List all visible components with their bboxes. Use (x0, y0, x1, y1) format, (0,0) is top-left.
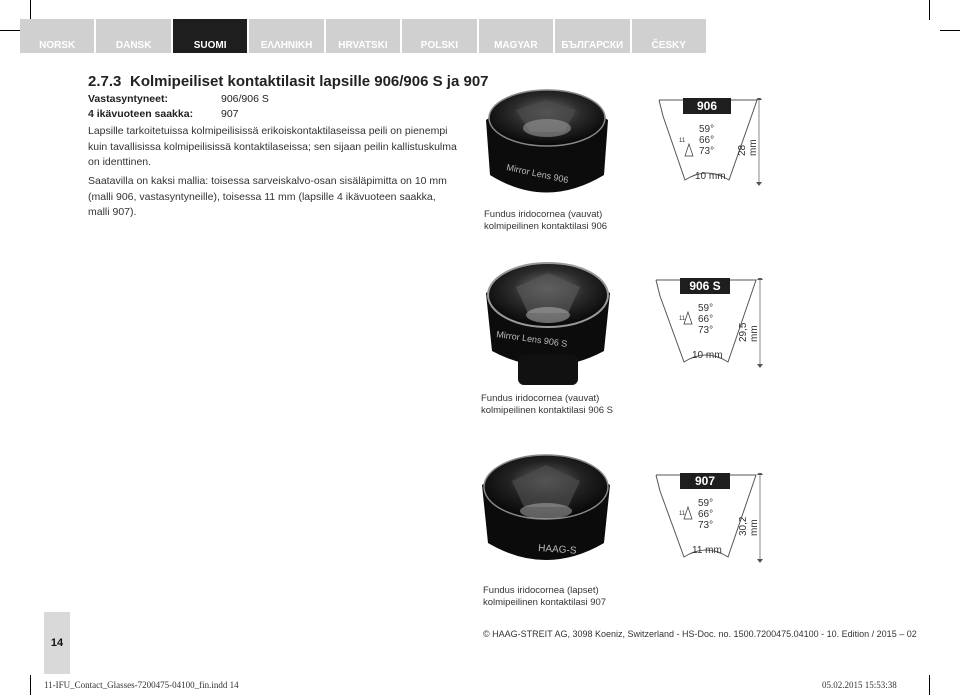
spec-value: 907 (221, 108, 239, 120)
angle-value: 59° (698, 498, 714, 509)
spec-label: 4 ikävuoteen saakka: (88, 108, 194, 120)
crop-mark-bl (30, 675, 31, 695)
caption-line: kolmipeilinen kontaktilasi 907 (483, 597, 607, 608)
lens-caption-906 (484, 209, 607, 233)
mirror-angles (699, 124, 714, 157)
diagram-906 (655, 98, 765, 188)
tab-polski[interactable]: POLSKI (402, 19, 476, 53)
tab-hrvatski[interactable]: HRVATSKI (326, 19, 400, 53)
caption-line: Fundus iridocornea (vauvat) (481, 393, 600, 404)
tab-cesky[interactable]: ČESKY (632, 19, 706, 53)
height-label: 28 mm (737, 139, 759, 156)
section-number: 2.7.3 (88, 73, 122, 90)
icon-number: 11 (679, 511, 686, 517)
crop-mark-tr (929, 0, 930, 20)
slug-filename: 11-IFU_Contact_Glasses-7200475-04100_fin.indd 14 (44, 680, 239, 690)
footer-copyright: © HAAG-STREIT AG, 3098 Koeniz, Switzerland - HS-Doc. no. 1500.7200475.04100 - 10. Edition / 2015 – 02 (483, 629, 917, 639)
crop-mark-br (929, 675, 930, 695)
lens-photo-906s (478, 255, 618, 390)
tab-bulgarski[interactable]: БЪЛГАРСКИ (555, 19, 629, 53)
tab-suomi[interactable]: SUOMI (173, 19, 247, 53)
model-badge: 906 S (680, 278, 730, 294)
angle-value: 66° (698, 509, 714, 520)
tab-norsk[interactable]: NORSK (20, 19, 94, 53)
crop-mark-tl2 (0, 30, 20, 31)
lens-photo-907 (476, 445, 616, 575)
lens-caption-907 (483, 585, 606, 609)
spec-row-newborn (88, 93, 388, 107)
caption-line: Fundus iridocornea (lapset) (483, 585, 599, 596)
mirror-angles (698, 498, 713, 531)
lens-caption-906s (481, 393, 613, 417)
spec-value: 906/906 S (221, 93, 269, 105)
angle-value: 59° (699, 124, 715, 135)
mirror-angles (698, 303, 713, 336)
angle-value: 73° (698, 520, 714, 531)
crop-mark-tl (30, 0, 31, 20)
model-badge: 907 (680, 473, 730, 489)
page-number: 14 (44, 612, 70, 674)
section-heading (88, 73, 489, 90)
model-badge: 906 (683, 98, 731, 114)
diameter-label: 10 mm (695, 171, 726, 182)
diameter-label: 11 mm (692, 545, 722, 556)
height-label: 30,2 mm (738, 516, 760, 536)
paragraph-intro: Lapsille tarkoitetuissa kolmipeilisissä erikoiskontaktilaseissa peili on pienempi kuin tavallisissa kolmipeilisissä kontaktilaseissa; sen sijaan peilin kallistuskulma on identtinen. (88, 125, 457, 168)
angle-value: 66° (698, 314, 714, 325)
caption-line: kolmipeilinen kontaktilasi 906 S (481, 405, 614, 416)
spec-row-age4 (88, 108, 388, 122)
lens-photo-906 (476, 80, 616, 205)
diameter-label: 10 mm (692, 350, 723, 361)
angle-value: 73° (699, 146, 715, 157)
icon-number: 11 (679, 316, 686, 322)
caption-line: kolmipeilinen kontaktilasi 906 (484, 221, 608, 232)
tab-dansk[interactable]: DANSK (96, 19, 170, 53)
tab-magyar[interactable]: MAGYAR (479, 19, 553, 53)
diagram-907 (652, 473, 767, 565)
lens-engraving: Mirror Lens 906 S (495, 329, 568, 349)
angle-value: 66° (699, 135, 715, 146)
height-label: 29,5 mm (738, 322, 760, 342)
lens-engraving: Mirror Lens 906 (505, 162, 570, 186)
icon-number: 11 (679, 138, 686, 144)
angle-value: 73° (698, 325, 714, 336)
section-title: Kolmipeiliset kontaktilasit lapsille 906/906 S ja 907 (130, 73, 489, 90)
angle-value: 59° (698, 303, 714, 314)
caption-line: Fundus iridocornea (vauvat) (484, 209, 603, 220)
language-tabs (20, 19, 706, 53)
lens-engraving: HAAG-S (537, 543, 577, 557)
paragraph-models: Saatavilla on kaksi mallia: toisessa sarveiskalvo-osan sisäläpimitta on 10 mm (malli 906, vastasyntyneille), toisessa 11 mm (lapsille 4 ikävuoteen saakka, malli 907). (88, 175, 447, 218)
spec-label: Vastasyntyneet: (88, 93, 168, 105)
slug-date: 05.02.2015 15:53:38 (822, 680, 897, 690)
tab-ellinika[interactable]: ΕΛΛΗΝΙΚΗ (249, 19, 323, 53)
crop-mark-tr2 (940, 30, 960, 31)
diagram-906s (652, 278, 767, 370)
